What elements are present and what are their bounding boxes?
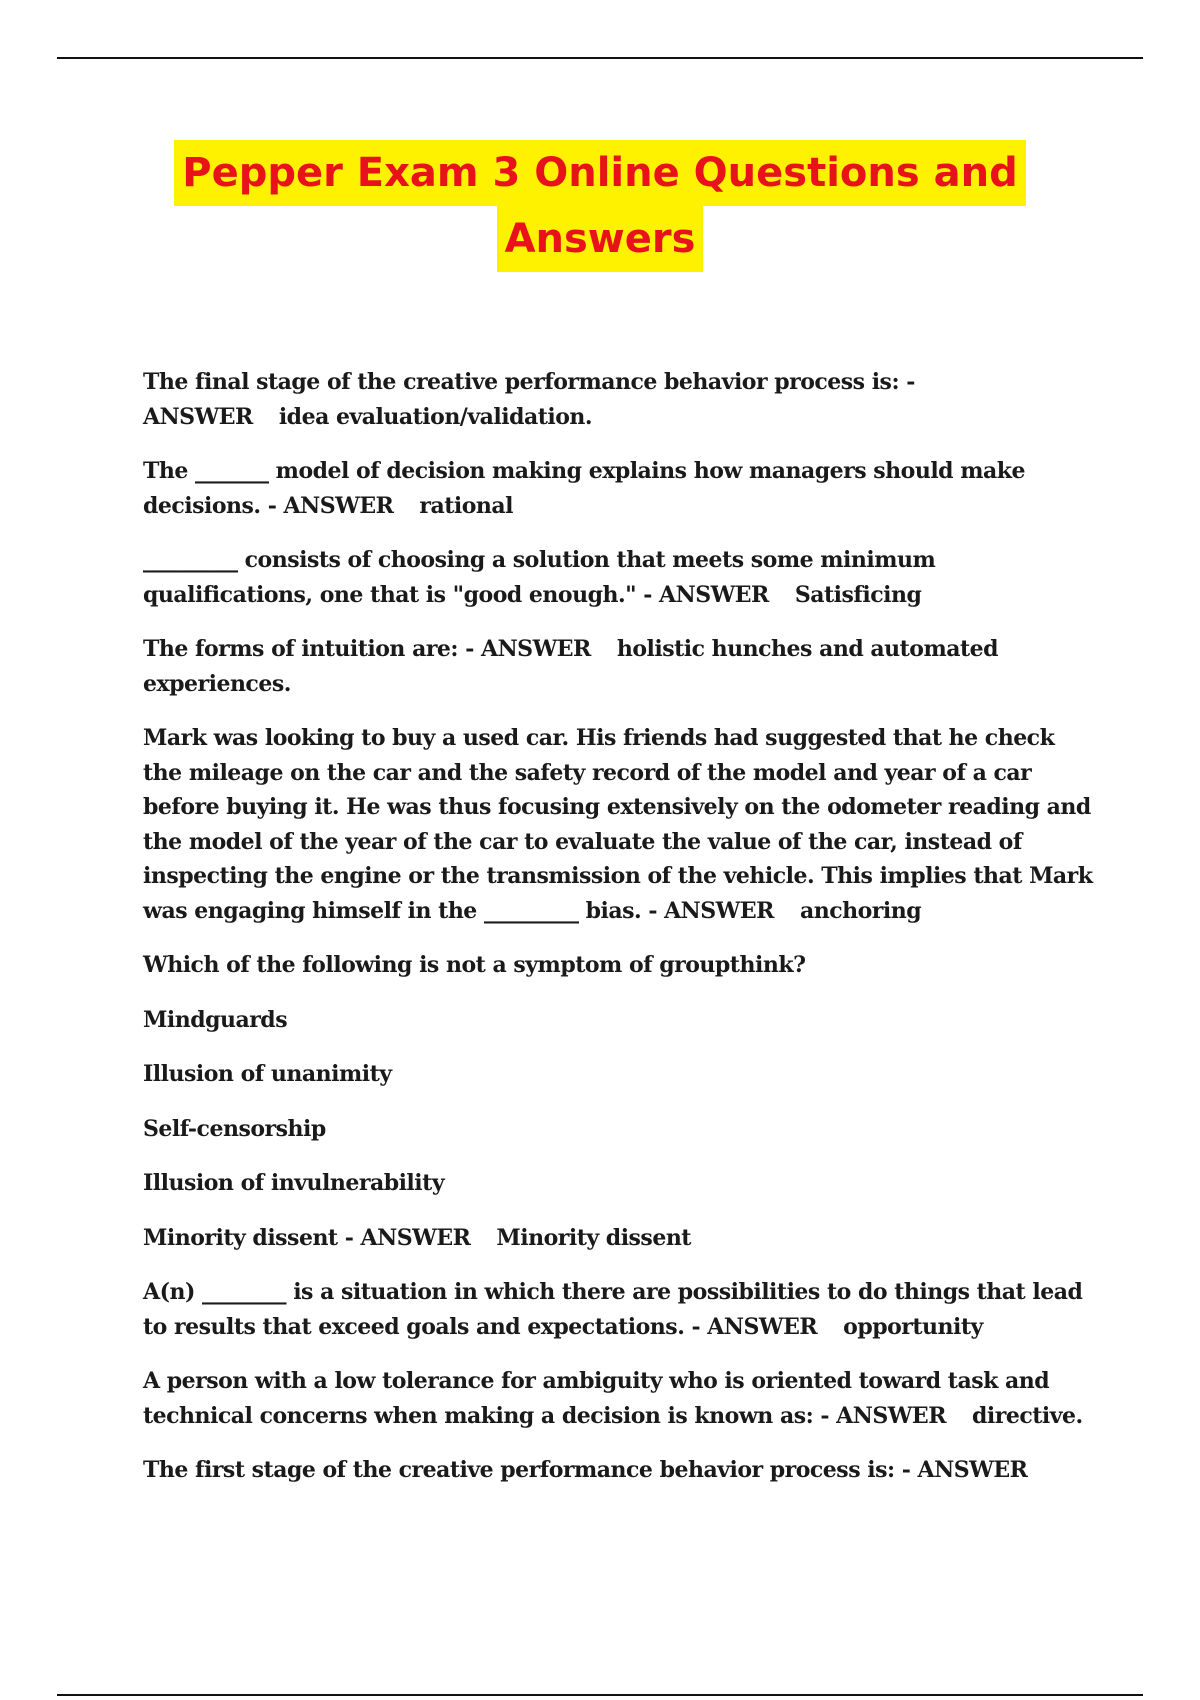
groupthink-option: Mindguards [143, 1006, 288, 1033]
groupthink-answer-line [143, 1221, 1098, 1256]
bottom-rule [57, 1694, 1143, 1696]
top-rule [57, 57, 1143, 59]
question-text: A(n) ________ is a situation in which there are possibilities to do things that lead to results that exceed goals and expectations. - ANSWER [143, 1279, 1083, 1340]
groupthink-question: Which of the following is not a symptom of groupthink? [143, 952, 806, 978]
title-line-1: Pepper Exam 3 Online Questions and [174, 140, 1025, 206]
question-text: The final stage of the creative performance behavior process is: - ANSWER [143, 369, 915, 430]
answer-text: Satisficing [794, 581, 922, 608]
qa-item [143, 632, 1098, 701]
qa-item [143, 1364, 1098, 1433]
groupthink-option: Illusion of invulnerability [143, 1170, 445, 1196]
answer-text: opportunity [843, 1313, 983, 1340]
document-title [0, 140, 1200, 272]
answer-text: holistic hunches and automated experiences. [143, 636, 999, 697]
groupthink-option: Self-censorship [143, 1115, 326, 1142]
answer-text: Minority dissent [496, 1224, 691, 1251]
qa-item [143, 721, 1098, 928]
qa-item [143, 1275, 1098, 1344]
question-text: _________ consists of choosing a solution that meets some minimum qualifications, one that is "good enough." - ANSWER [143, 547, 936, 608]
question-text: Minority dissent - ANSWER [143, 1224, 471, 1251]
question-text: Mark was looking to buy a used car. His friends had suggested that he check the mileage on the car and the safety record of the model and year of a car before buying it. He was thus focusing extensively on the odometer reading and the model of the year of the car to evaluate the value of the car, instead of inspecting the engine or the transmission of the vehicle. This implies that Mark was engaging himself in the _________ bias. - ANSWER [143, 725, 1093, 924]
qa-item [143, 365, 1098, 434]
answer-text: rational [419, 492, 514, 519]
qa-content [143, 365, 1098, 1508]
question-text: The forms of intuition are: - ANSWER [143, 636, 591, 662]
question-text: The _______ model of decision making explains how managers should make decisions. - ANSWER [143, 458, 1025, 519]
groupthink-option: Illusion of unanimity [143, 1061, 392, 1087]
qa-item [143, 543, 1098, 612]
answer-text: anchoring [799, 897, 922, 924]
qa-item [143, 454, 1098, 523]
answer-text: idea evaluation/validation. [278, 403, 593, 430]
answer-text: directive. [971, 1402, 1083, 1429]
title-line-2: Answers [497, 206, 704, 272]
qa-item-last: The first stage of the creative performance behavior process is: - ANSWER [143, 1457, 1028, 1483]
question-text: A person with a low tolerance for ambiguity who is oriented toward task and technical concerns when making a decision is known as: - ANSWER [143, 1368, 1050, 1429]
